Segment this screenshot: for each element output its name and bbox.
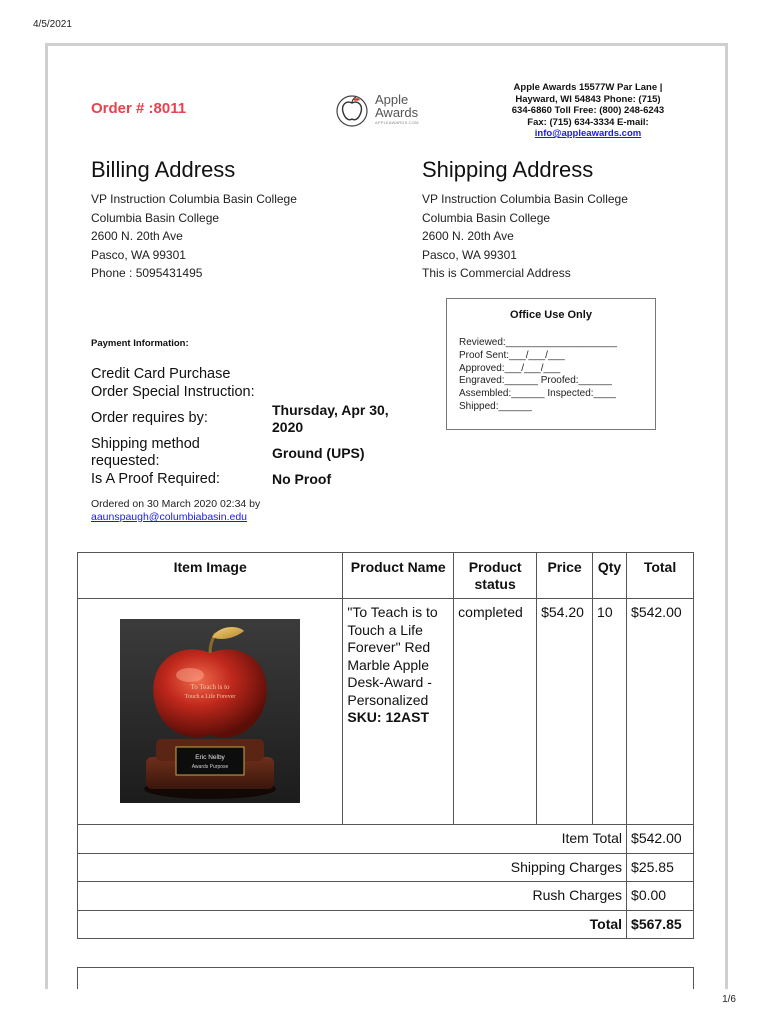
header-total: Total [627,553,694,599]
item-total-value: $542.00 [627,825,694,854]
logo-tagline: APPLEAWARDS.COM [375,120,419,125]
product-name-line: Desk-Award - [347,674,432,690]
office-use-title: Office Use Only [510,309,592,321]
shipping-line: Columbia Basin College [422,210,551,225]
item-total-label: Item Total [78,825,627,854]
summary-row-rush [78,882,694,911]
office-shipped: Shipped:______ [459,400,532,412]
logo-wordmark [375,93,418,119]
billing-address [91,190,297,283]
header-product-name: Product Name [343,553,454,599]
office-engraved-proofed: Engraved:______ Proofed:______ [459,375,612,387]
grand-total-label: Total [78,910,627,939]
header-price: Price [537,553,593,599]
office-use-fields [459,337,617,414]
company-fax-line: Fax: (715) 634-3334 E-mail: [527,116,649,128]
product-name-line: Forever" Red [347,639,431,655]
billing-line: VP Instruction Columbia Basin College [91,192,297,206]
summary-row-shipping [78,853,694,882]
logo-word-awards: Awards [375,105,419,120]
marble-apple-award-image [120,619,300,803]
payment-method: Credit Card Purchase [91,366,231,382]
billing-line: Columbia Basin College [91,210,220,225]
company-phone-line: 634-6860 Toll Free: (800) 248-6243 [511,105,665,116]
company-email-link[interactable]: info@appleawards.com [534,128,642,139]
order-number: Order # :8011 [91,100,187,117]
header-status-line: Product [468,559,522,575]
header-item-image: Item Image [78,553,343,599]
page-bottom-margin [0,989,770,1024]
shipping-charges-value: $25.85 [627,853,694,882]
apple-logo-icon [333,91,371,129]
billing-line: Pasco, WA 99301 [91,247,186,262]
office-reviewed: Reviewed:____________________ [459,337,617,348]
qty-cell: 10 [593,599,627,825]
grand-total-value: $567.85 [627,910,694,939]
price-cell: $54.20 [537,599,593,825]
summary-row-total [78,910,694,939]
table-header-row [78,553,694,599]
ordered-info [91,498,260,524]
product-image [120,619,300,803]
apple-engraving: Touch a Life Forever [184,694,236,700]
shipping-method-value: Ground (UPS) [272,445,365,461]
office-approved: Approved:___/___/___ [459,362,561,374]
product-name-line: Touch a Life [347,621,423,638]
ordered-date-text: Ordered on 30 March 2020 02:34 by [91,498,261,510]
logo-word-apple: Apple [375,92,409,107]
product-name-line: Marble Apple [347,656,430,673]
product-sku: SKU: 12AST [347,709,430,725]
billing-address-title: Billing Address [91,157,236,182]
requires-by-year: 2020 [272,419,304,435]
billing-phone: Phone : 5095431495 [91,266,203,280]
header-product-status [454,553,537,599]
payment-info-label: Payment Information: [91,338,189,349]
rush-charges-value: $0.00 [627,882,694,911]
company-info [488,82,688,140]
product-name-line: Personalized [347,691,429,708]
shipping-address-title: Shipping Address [422,157,594,182]
proof-required-value: No Proof [272,471,332,487]
shipping-commercial-note: This is Commercial Address [422,266,571,280]
shipping-address [422,190,628,283]
header-status-line: status [474,576,516,592]
ordered-by-email-link[interactable]: aaunspaugh@columbiabasin.edu [91,511,248,523]
product-name-cell [343,599,454,825]
shipping-method-label-line: requested: [91,453,160,469]
office-assembled-inspected: Assembled:______ Inspected:____ [459,388,616,400]
requires-by-value [272,402,389,436]
apple-engraving: To Teach is to [190,683,230,691]
special-instruction-label: Order Special Instruction: [91,384,255,400]
shipping-line: VP Instruction Columbia Basin College [422,192,628,206]
item-image-cell [78,599,343,825]
shipping-method-label-line: Shipping method [91,436,200,452]
table-row [78,599,694,825]
office-use-box [446,298,656,430]
requires-by-label: Order requires by: [91,410,208,426]
plaque-text: Awards Purpose [191,764,229,770]
rush-charges-label: Rush Charges [78,882,627,911]
header-qty: Qty [593,553,627,599]
product-status-cell: completed [454,599,537,825]
requires-by-date: Thursday, Apr 30, [272,402,389,418]
office-proof-sent: Proof Sent:___/___/___ [459,349,565,361]
proof-required-label: Is A Proof Required: [91,471,220,487]
summary-row-item-total [78,825,694,854]
plaque-text: Eric Nelby [195,754,225,761]
page-number: 1/6 [722,994,736,1005]
print-date: 4/5/2021 [33,19,72,30]
shipping-charges-label: Shipping Charges [78,853,627,882]
billing-line: 2600 N. 20th Ave [91,229,183,243]
apple-awards-logo [333,91,433,129]
product-name-line: "To Teach is to [347,604,438,620]
line-total-cell: $542.00 [627,599,694,825]
company-address-line: Hayward, WI 54843 Phone: (715) [515,93,661,105]
order-items-table [77,552,694,939]
shipping-line: Pasco, WA 99301 [422,247,517,262]
company-address-line: Apple Awards 15577W Par Lane | [513,82,663,93]
shipping-method-label [91,436,200,470]
shipping-line: 2600 N. 20th Ave [422,229,514,243]
